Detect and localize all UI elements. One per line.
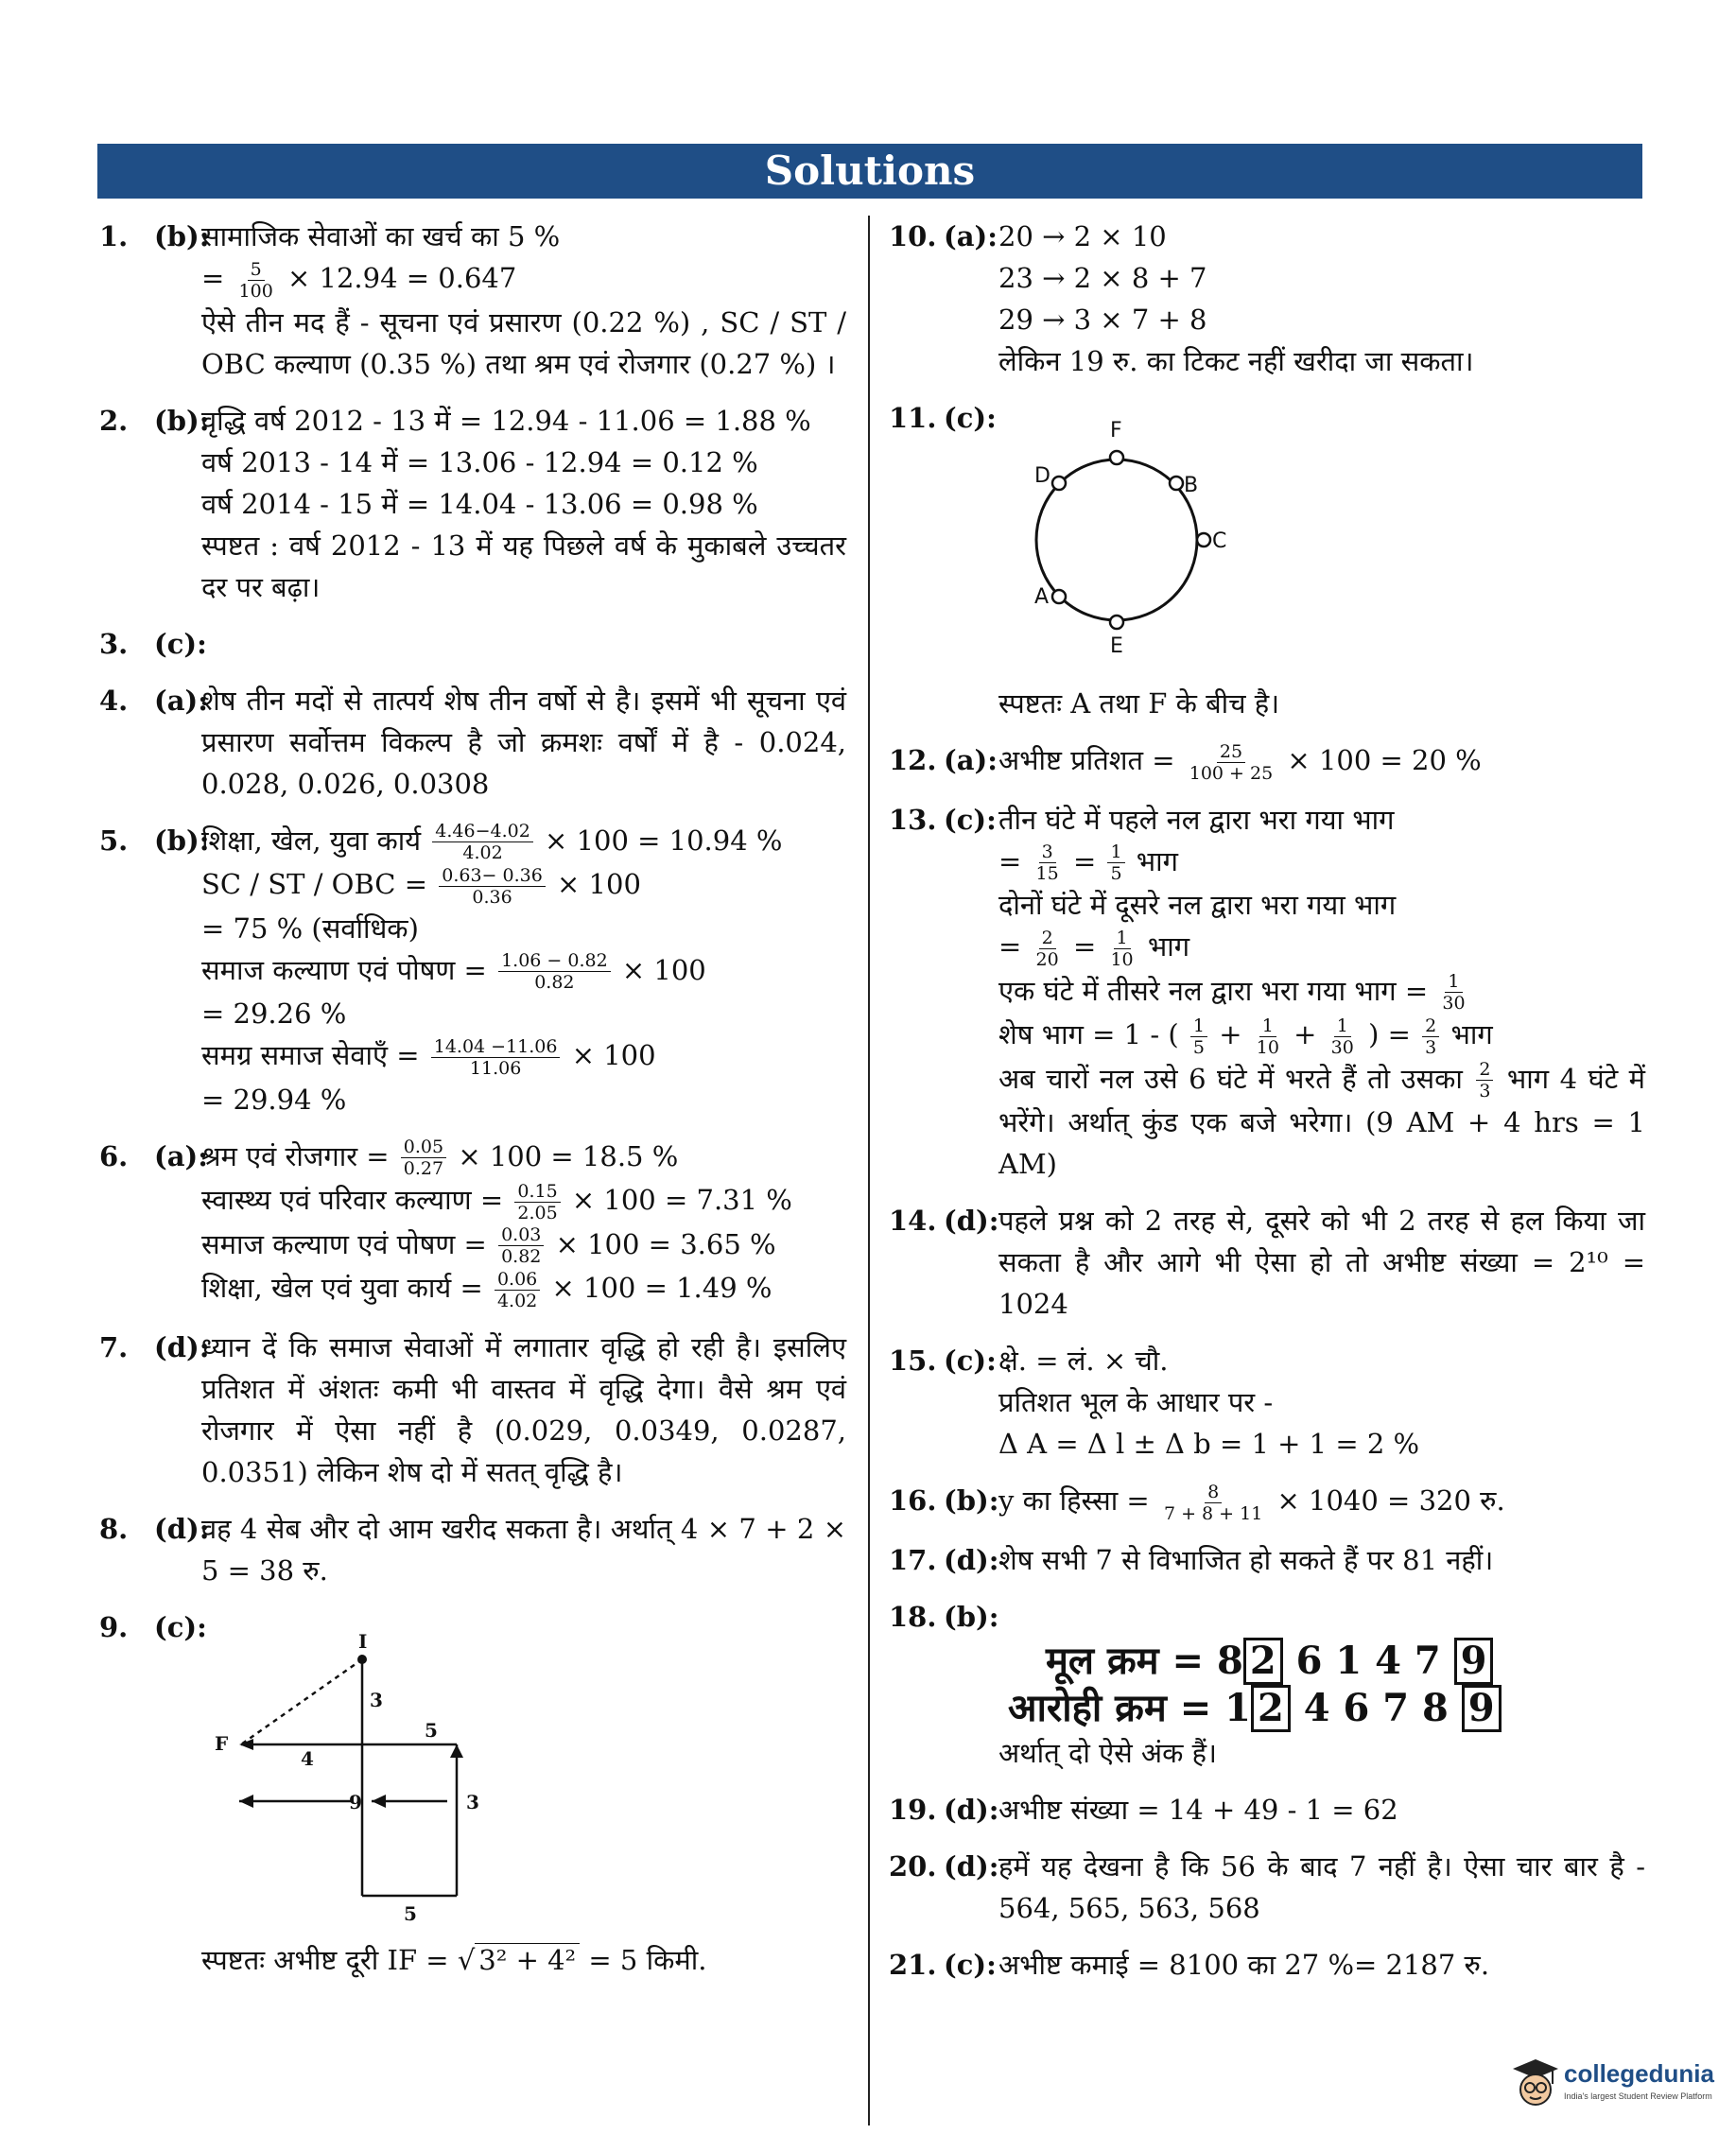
- numerator: 14.04 −11.06: [431, 1036, 561, 1058]
- text: +: [1219, 1018, 1242, 1050]
- text: अभीष्ट प्रतिशत =: [998, 744, 1175, 776]
- digits: 6 1 4 7: [1295, 1638, 1441, 1683]
- brand-tagline: India's largest Student Review Platform: [1564, 2091, 1712, 2101]
- answer-option: (b):: [154, 220, 210, 252]
- question-number: 21.: [889, 1948, 937, 1981]
- seat-f: [1110, 451, 1123, 464]
- text: × 100 = 7.31 %: [571, 1184, 792, 1216]
- arrowhead: [372, 1795, 386, 1808]
- text: × 1040 = 320 रु.: [1276, 1484, 1505, 1517]
- numerator: 0.06: [495, 1269, 540, 1291]
- solution-line: [201, 863, 846, 908]
- solution-line: प्रतिशत भूल के आधार पर -: [998, 1386, 1274, 1418]
- text: +: [1293, 1018, 1317, 1050]
- question-number: 11.: [889, 402, 937, 434]
- text: श्रम एवं रोजगार =: [201, 1139, 390, 1172]
- fraction: [1439, 971, 1467, 1014]
- solution-line: वृद्धि वर्ष 2012 - 13 में = 12.94 - 11.06 = 1.88 %: [201, 404, 811, 437]
- boxed-digit: 9: [1462, 1685, 1502, 1732]
- question-number: 1.: [99, 220, 129, 252]
- ascending-order-row: [998, 1685, 1645, 1732]
- boxed-digit: 2: [1251, 1685, 1291, 1732]
- denominator: 2.05: [517, 1202, 558, 1223]
- solution-line: वह 4 सेब और दो आम खरीद सकता है। अर्थात् 4 × 7 + 2 × 5 = 38 रु.: [201, 1512, 846, 1587]
- fraction: [431, 1036, 561, 1079]
- label-e: E: [1110, 634, 1123, 658]
- text: = 5 किमी.: [588, 1943, 707, 1976]
- solution-19: [889, 1789, 1645, 1830]
- seat-c: [1197, 533, 1210, 547]
- answer-option: (d):: [154, 1512, 210, 1545]
- text: × 100: [557, 868, 641, 900]
- numerator: 1.06 − 0.82: [498, 950, 611, 972]
- answer-option: (b):: [944, 1484, 999, 1517]
- denominator: 15: [1035, 863, 1059, 884]
- fraction: [1190, 1015, 1207, 1058]
- solution-line: [201, 820, 846, 864]
- arrowhead: [239, 1739, 253, 1750]
- answer-option: (c):: [154, 1610, 207, 1643]
- text: SC / ST / OBC =: [201, 868, 428, 900]
- text: समाज कल्याण एवं पोषण =: [201, 953, 487, 986]
- circle-seating-diagram: [998, 403, 1282, 677]
- answer-option: (d):: [154, 1330, 210, 1363]
- answer-option: (c):: [944, 803, 997, 836]
- question-number: 12.: [889, 744, 937, 776]
- solution-line: 29 → 3 × 7 + 8: [998, 304, 1207, 336]
- solution-line: हमें यह देखना है कि 56 के बाद 7 नहीं है। ऐसा चार बार है - 564, 565, 563, 568: [998, 1849, 1645, 1924]
- text: स्पष्टतः अभीष्ट दूरी IF =: [201, 1943, 449, 1976]
- question-number: 20.: [889, 1849, 937, 1882]
- text: भाग: [1450, 1018, 1493, 1050]
- point-i: [357, 1655, 367, 1664]
- denominator: 5: [1192, 1036, 1205, 1058]
- label-f: F: [215, 1731, 229, 1755]
- answer-option: (c):: [944, 1948, 997, 1981]
- solution-line: अभीष्ट संख्या = 14 + 49 - 1 = 62: [998, 1793, 1398, 1826]
- solution-4: [99, 680, 846, 805]
- question-number: 14.: [889, 1205, 937, 1237]
- fraction: [1187, 741, 1276, 784]
- text: × 100 = 1.49 %: [551, 1272, 773, 1304]
- original-order-row: [998, 1638, 1645, 1685]
- answer-option: (a):: [944, 744, 998, 776]
- numerator: 1: [1259, 1015, 1276, 1037]
- fraction: [495, 1269, 540, 1311]
- boxed-digit: 9: [1454, 1638, 1494, 1685]
- text: =: [998, 844, 1022, 877]
- denominator: 0.27: [403, 1158, 444, 1179]
- solution-2: [99, 400, 846, 608]
- question-number: 6.: [99, 1139, 129, 1172]
- solution-11: [889, 397, 1645, 724]
- solution-21: [889, 1944, 1645, 1986]
- numerator: 4.46−4.02: [432, 821, 533, 842]
- solution-line: अभीष्ट कमाई = 8100 का 27 %= 2187 रु.: [998, 1948, 1490, 1981]
- denominator: 5: [1110, 863, 1122, 884]
- label-d: D: [1034, 464, 1050, 488]
- text: =: [998, 930, 1022, 963]
- denominator: 0.36: [472, 886, 512, 908]
- text: =: [1072, 844, 1097, 877]
- denominator: 3: [1479, 1081, 1491, 1102]
- question-number: 8.: [99, 1512, 129, 1545]
- answer-option: (d):: [944, 1849, 999, 1882]
- solution-17: [889, 1539, 1645, 1581]
- text: × 100 = 18.5 %: [458, 1139, 679, 1172]
- solution-line: [998, 970, 1645, 1015]
- text: स्वास्थ्य एवं परिवार कल्याण =: [201, 1184, 504, 1216]
- denominator: 10: [1110, 948, 1134, 970]
- solution-line: सामाजिक सेवाओं का खर्च का 5 %: [201, 220, 561, 252]
- seat-e: [1110, 616, 1123, 629]
- solution-line: = 29.26 %: [201, 998, 347, 1030]
- left-column: [99, 216, 846, 1981]
- solution-line: वर्ष 2014 - 15 में = 14.04 - 13.06 = 0.98 %: [201, 487, 758, 520]
- solution-9: [99, 1606, 846, 1930]
- solution-line: वर्ष 2013 - 14 में = 13.06 - 12.94 = 0.12 %: [201, 445, 758, 478]
- numerator: 1: [1334, 1015, 1351, 1037]
- answer-option: (d):: [944, 1543, 999, 1576]
- solution-15: [889, 1340, 1645, 1465]
- path-diagram: [201, 1612, 599, 1924]
- solution-line: [201, 1034, 846, 1079]
- solution-8: [99, 1508, 846, 1591]
- arrowhead: [450, 1744, 463, 1758]
- row-label: आरोही क्रम = 1: [1008, 1685, 1251, 1730]
- solution-line: [201, 257, 846, 302]
- solution-6: [99, 1136, 846, 1311]
- solution-18: [889, 1596, 1645, 1774]
- question-number: 16.: [889, 1484, 937, 1517]
- solution-line: दोनों घंटे में दूसरे नल द्वारा भरा गया भाग: [998, 889, 1397, 921]
- digits: 4 6 7 8: [1303, 1685, 1449, 1730]
- numerator: 0.03: [498, 1224, 544, 1246]
- denominator: 7 + 8 + 11: [1163, 1502, 1263, 1524]
- solution-line: स्पष्टत : वर्ष 2012 - 13 में यह पिछले वर्ष के मुकाबले उच्चतर दर पर बढ़ा।: [201, 529, 846, 603]
- text: ) =: [1368, 1018, 1411, 1050]
- solution-line: स्पष्टतः अभीष्ट दूरी IF = √ 3² + 4² = 5 किमी.: [201, 1943, 707, 1976]
- denominator: 30: [1442, 993, 1466, 1014]
- solutions-header: Solutions: [97, 144, 1642, 199]
- question-number: 18.: [889, 1600, 937, 1633]
- solution-line: क्षे. = लं. × चौ.: [998, 1345, 1169, 1377]
- numerator: 0.05: [401, 1136, 446, 1158]
- solution-3: [99, 623, 846, 665]
- solution-line: = 75 % (सर्वाधिक): [201, 911, 419, 945]
- denominator: 4.02: [462, 842, 503, 863]
- fraction: [498, 950, 611, 993]
- solution-line: [998, 739, 1645, 784]
- solution-20: [889, 1846, 1645, 1929]
- solution-line: तीन घंटे में पहले नल द्वारा भरा गया भाग: [998, 803, 1395, 836]
- solution-line: [998, 1058, 1645, 1186]
- text: भाग 4 घंटे में भरेंगे। अर्थात् कुंड एक बजे भरेगा। (9 AM + 4 hrs = 1 AM): [998, 1062, 1646, 1180]
- label-f: F: [1110, 419, 1122, 442]
- text: भाग: [1147, 930, 1190, 963]
- question-number: 3.: [99, 627, 129, 660]
- text: × 100 = 3.65 %: [555, 1227, 776, 1260]
- text: शिक्षा, खेल, युवा कार्य: [201, 824, 422, 857]
- denominator: 11.06: [469, 1057, 522, 1079]
- label-5: 5: [404, 1901, 417, 1924]
- solution-line: स्पष्टतः A तथा F के बीच है।: [998, 687, 1280, 720]
- denominator: 4.02: [496, 1290, 538, 1311]
- seat-b: [1170, 477, 1183, 490]
- label-3: 3: [370, 1688, 383, 1711]
- numerator: 1: [1114, 928, 1131, 949]
- solution-line: Δ A = Δ l ± Δ b = 1 + 1 = 2 %: [998, 1428, 1420, 1460]
- text: शिक्षा, खेल एवं युवा कार्य =: [201, 1272, 483, 1304]
- arrowhead: [239, 1795, 253, 1808]
- solution-line: 23 → 2 × 8 + 7: [998, 262, 1207, 294]
- fraction: [1033, 841, 1062, 884]
- answer-option: (b):: [944, 1600, 999, 1633]
- fraction: [1033, 928, 1062, 970]
- brand-name: collegedunia: [1564, 2059, 1714, 2088]
- collegedunia-logo: [1511, 2054, 1714, 2120]
- label-a: A: [1034, 585, 1050, 609]
- solution-line: [201, 1179, 846, 1223]
- question-number: 7.: [99, 1330, 129, 1363]
- numerator: 2: [1422, 1015, 1439, 1037]
- text: एक घंटे में तीसरे नल द्वारा भरा गया भाग =: [998, 974, 1429, 1007]
- solution-line: [998, 926, 1645, 970]
- solution-10: [889, 216, 1645, 382]
- numerator: 2: [1039, 928, 1056, 949]
- answer-option: (c):: [154, 627, 207, 660]
- fraction: [1422, 1015, 1439, 1058]
- solution-line: ध्यान दें कि समाज सेवाओं में लगातार वृद्धि हो रही है। इसलिए प्रतिशत में अंशतः कमी भी वास्तव में वृद्धि देगा। वैसे श्रम एवं रोजगार में ऐसा नहीं है (0.029, 0.0349, 0.0287, 0.0351) लेकिन शेष दो में सतत् वृद्धि है।: [201, 1330, 846, 1488]
- fraction: [401, 1136, 446, 1179]
- numerator: 25: [1217, 741, 1245, 763]
- solution-line: [201, 1136, 846, 1180]
- label-4: 4: [301, 1746, 314, 1770]
- text: भाग: [1136, 844, 1179, 877]
- answer-option: (c):: [944, 1345, 997, 1377]
- column-divider: [868, 216, 870, 2125]
- solution-1: [99, 216, 846, 385]
- denominator: 0.82: [534, 972, 575, 993]
- numerator: 0.63− 0.36: [439, 865, 546, 887]
- fraction: [1107, 928, 1136, 970]
- question-number: 13.: [889, 803, 937, 836]
- numerator: 2: [1476, 1059, 1493, 1081]
- fraction: [432, 821, 533, 863]
- student-mascot-icon: [1511, 2057, 1560, 2114]
- answer-option: (a):: [944, 220, 998, 252]
- question-number: 17.: [889, 1543, 937, 1576]
- solution-line: = 29.94 %: [201, 1083, 347, 1116]
- boxed-digit: 2: [1243, 1638, 1283, 1685]
- denominator: 100: [238, 280, 273, 302]
- text: =: [201, 262, 225, 294]
- denominator: 0.82: [501, 1246, 542, 1267]
- answer-option: (d):: [944, 1793, 999, 1826]
- solution-7: [99, 1327, 846, 1493]
- numerator: 1: [1190, 1015, 1207, 1037]
- solution-line: पहले प्रश्न को 2 तरह से, दूसरे को भी 2 तरह से हल किया जा सकता है और आगे भी ऐसा हो तो अभीष्ट संख्या = 2¹⁰ = 1024: [998, 1205, 1645, 1320]
- solution-line: [201, 1267, 846, 1311]
- solution-5: [99, 820, 846, 1120]
- numerator: 1: [1445, 971, 1462, 993]
- sqrt-expression: 3² + 4²: [475, 1943, 580, 1976]
- numerator: 1: [1107, 841, 1124, 863]
- text: × 12.94 = 0.647: [287, 262, 517, 294]
- denominator: 3: [1425, 1036, 1437, 1058]
- text: × 100: [621, 953, 706, 986]
- fraction: [439, 865, 546, 908]
- question-number: 9.: [99, 1610, 129, 1643]
- fraction: [1161, 1482, 1265, 1524]
- fraction: [236, 259, 276, 302]
- text: अब चारों नल उसे 6 घंटे में भरते हैं तो उसका: [998, 1062, 1463, 1095]
- numerator: 0.15: [514, 1181, 560, 1203]
- fraction: [1476, 1059, 1493, 1102]
- numerator: 5: [248, 259, 265, 281]
- text: समग्र समाज सेवाएँ =: [201, 1039, 420, 1071]
- fraction: [1328, 1015, 1357, 1058]
- question-number: 19.: [889, 1793, 937, 1826]
- answer-option: (a):: [154, 1139, 208, 1172]
- text: समाज कल्याण एवं पोषण =: [201, 1227, 487, 1260]
- fraction: [1107, 841, 1124, 884]
- solution-16: [889, 1480, 1645, 1524]
- solution-line: 20 → 2 × 10: [998, 220, 1167, 252]
- solution-line: लेकिन 19 रु. का टिकट नहीं खरीदा जा सकता।: [998, 345, 1474, 377]
- answer-option: (b):: [154, 824, 210, 857]
- text: × 100 = 20 %: [1287, 744, 1482, 776]
- question-number: 5.: [99, 824, 129, 857]
- label-3: 3: [466, 1790, 479, 1813]
- denominator: 100 + 25: [1189, 762, 1274, 784]
- label-c: C: [1212, 529, 1227, 553]
- solution-line: [201, 1223, 846, 1268]
- question-number: 4.: [99, 684, 129, 717]
- seat-d: [1052, 477, 1066, 490]
- solution-line: [201, 949, 846, 994]
- question-number: 15.: [889, 1345, 937, 1377]
- denominator: 10: [1256, 1036, 1279, 1058]
- question-number: 10.: [889, 220, 937, 252]
- answer-option: (d):: [944, 1205, 999, 1237]
- seat-a: [1052, 590, 1066, 603]
- solution-line: अर्थात् दो ऐसे अंक हैं।: [998, 1736, 1217, 1769]
- denominator: 30: [1330, 1036, 1354, 1058]
- numerator: 8: [1205, 1482, 1222, 1503]
- solution-line: ऐसे तीन मद हैं - सूचना एवं प्रसारण (0.22 %) , SC / ST / OBC कल्याण (0.35 %) तथा श्रम एवं रोजगार (0.27 %) ।: [201, 305, 846, 380]
- solution-line: [998, 1014, 1645, 1058]
- label-i: I: [358, 1629, 368, 1653]
- text: y का हिस्सा =: [998, 1484, 1150, 1517]
- solution-line: शेष तीन मदों से तात्पर्य शेष तीन वर्षो से है। इसमें भी सूचना एवं प्रसारण सर्वोत्तम विकल्प है जो क्रमशः वर्षों में है - 0.024, 0.028, 0.026, 0.0308: [201, 684, 846, 800]
- text: =: [1072, 930, 1097, 963]
- label-9: 9: [349, 1790, 362, 1813]
- denominator: 20: [1035, 948, 1059, 970]
- dashed-line: [241, 1659, 362, 1744]
- text: × 100 = 10.94 %: [545, 824, 783, 857]
- answer-option: (b):: [154, 404, 210, 437]
- solution-line: [998, 1480, 1645, 1524]
- right-column: [889, 216, 1645, 2001]
- answer-option: (c):: [944, 402, 997, 434]
- text: × 100: [571, 1039, 656, 1071]
- fraction: [498, 1224, 544, 1267]
- numerator: 3: [1039, 841, 1056, 863]
- solution-line: [998, 841, 1645, 885]
- solution-line: शेष सभी 7 से विभाजित हो सकते हैं पर 81 नहीं।: [998, 1543, 1494, 1576]
- question-number: 2.: [99, 404, 129, 437]
- fraction: [1254, 1015, 1282, 1058]
- label-5: 5: [425, 1718, 438, 1742]
- solution-13: [889, 799, 1645, 1186]
- solution-12: [889, 739, 1645, 784]
- answer-option: (a):: [154, 684, 208, 717]
- row-label: मूल क्रम = 8: [1046, 1638, 1243, 1683]
- text: शेष भाग = 1 - (: [998, 1018, 1179, 1050]
- fraction: [514, 1181, 560, 1223]
- label-b: B: [1184, 474, 1199, 497]
- solution-14: [889, 1200, 1645, 1325]
